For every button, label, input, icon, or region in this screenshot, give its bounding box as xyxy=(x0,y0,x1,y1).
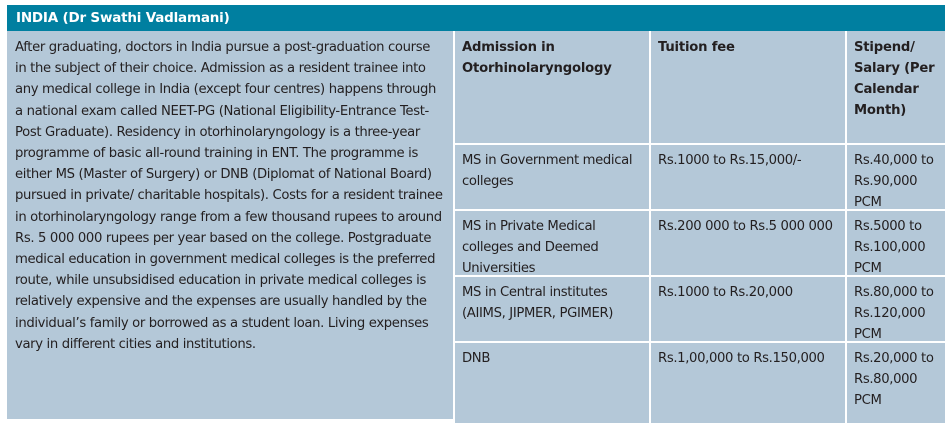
table-cell-admission: MS in Government medical colleges xyxy=(455,145,649,209)
table-cell-stipend: Rs.80,000 to Rs.120,000 PCM xyxy=(847,277,945,341)
table-cell-tuition: Rs.1,00,000 to Rs.150,000 xyxy=(651,343,845,423)
intro-paragraph: After graduating, doctors in India pursue a post-graduation course in the subject of their choice. Admission as a resident trainee into any medical college in India (except four centres) happens through a national exam called NEET-PG (National Eligibility-Entrance Test-Post Graduate). Residency in otorhinolaryngology is a three-year programme of basic all-round training in ENT. The programme is either MS (Master of Surgery) or DNB (Diplomat of National Board) pursued in private/ charitable hospitals). Costs for a resident trainee in otorhinolaryngology range from a few thousand rupees to around Rs. 5 000 000 rupees per year based on the college. Postgraduate medical education in government medical colleges is the preferred route, while unsubsidised education in private medical colleges is relatively expensive and the expenses are usually handled by the individual’s family or borrowed as a student loan. Living expenses vary in different cities and institutions. xyxy=(7,31,453,419)
table-cell-stipend: Rs.20,000 to Rs.80,000 PCM xyxy=(847,343,945,423)
table-cell-tuition: Rs.1000 to Rs.15,000/- xyxy=(651,145,845,209)
table-cell-tuition: Rs.200 000 to Rs.5 000 000 xyxy=(651,211,845,275)
panel-content xyxy=(7,31,945,423)
table-cell-stipend: Rs.5000 to Rs.100,000 PCM xyxy=(847,211,945,275)
table-cell-admission: DNB xyxy=(455,343,649,423)
india-info-panel xyxy=(7,5,945,423)
panel-title: INDIA (Dr Swathi Vadlamani) xyxy=(7,5,945,31)
table-cell-admission: MS in Central institutes (AIIMS, JIPMER, PGIMER) xyxy=(455,277,649,341)
table-cell-tuition: Rs.1000 to Rs.20,000 xyxy=(651,277,845,341)
column-header-admission: Admission in Otorhinolaryngology xyxy=(455,31,649,143)
column-header-tuition-fee: Tuition fee xyxy=(651,31,845,143)
residency-cost-table xyxy=(455,31,945,423)
column-header-stipend: Stipend/ Salary (Per Calendar Month) xyxy=(847,31,945,143)
table-cell-stipend: Rs.40,000 to Rs.90,000 PCM xyxy=(847,145,945,209)
table-cell-admission: MS in Private Medical colleges and Deemed Universities xyxy=(455,211,649,275)
